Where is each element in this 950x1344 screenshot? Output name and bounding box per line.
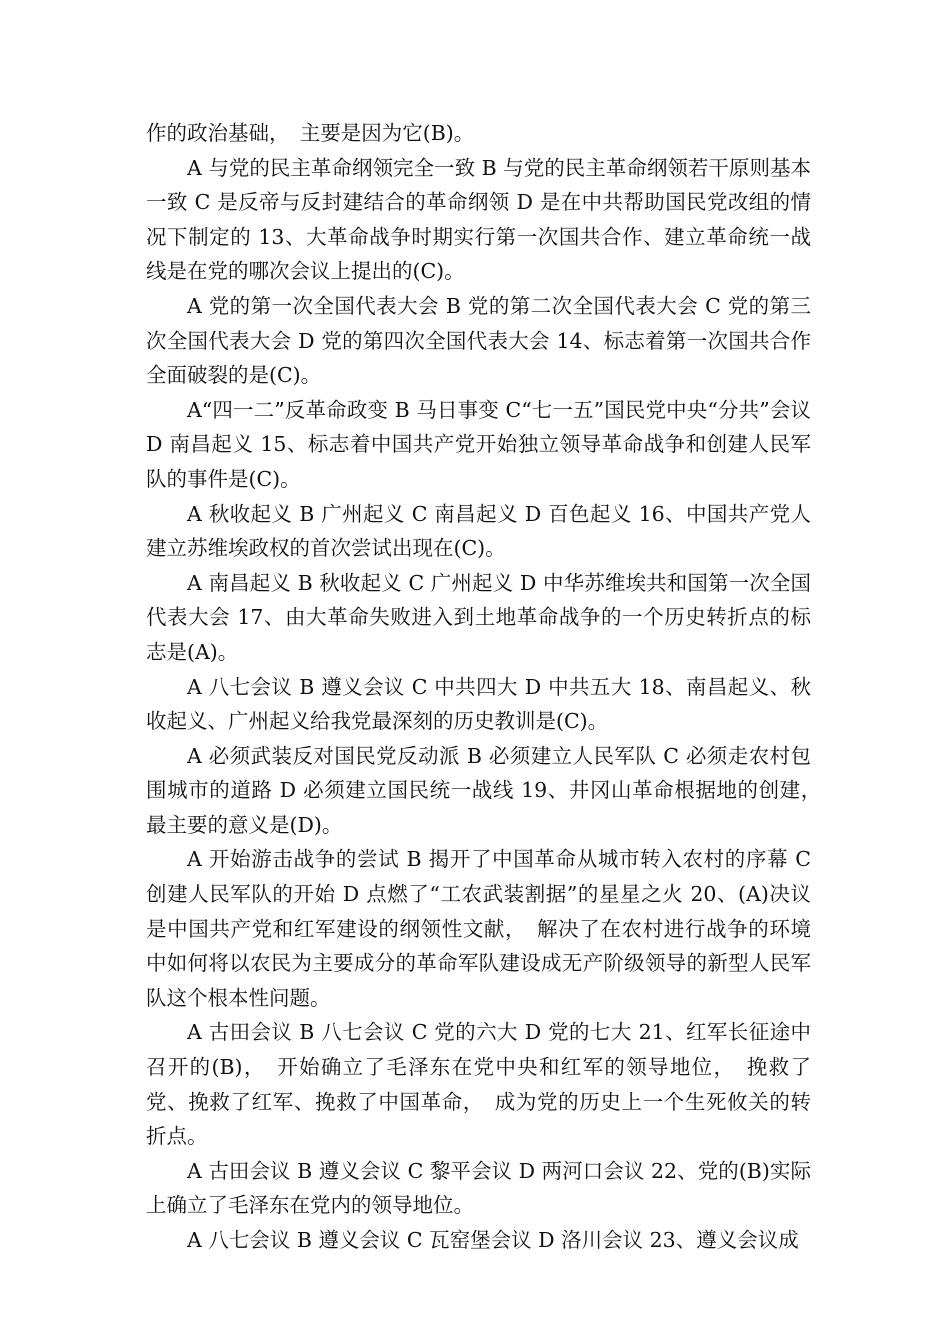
paragraph-9: A 开始游击战争的尝试 B 揭开了中国革命从城市转入农村的序幕 C 创建人民军队的开始 D 点燃了“工农武装割据”的星星之火 20、(A)决议是中国共产党和红军建设的纲领性文献， 解决了在农村进行战争的环境中如何将以农民为主要成分的革命军队建设成无产阶级领导的新型人民军队这个根本性问题。 (146, 847, 811, 1010)
paragraph-10: A 古田会议 B 八七会议 C 党的六大 D 党的七大 21、红军长征途中召开的(B)， 开始确立了毛泽东在党中央和红军的领导地位， 挽救了党、挽救了红军、挽救了中国革命， 成为党的历史上一个生死攸关的转折点。 (146, 1020, 811, 1149)
document-body (146, 116, 832, 1258)
paragraph-7: A 八七会议 B 遵义会议 C 中共四大 D 中共五大 18、南昌起义、秋收起义、广州起义给我党最深刻的历史教训是(C)。 (146, 674, 811, 734)
paragraph-3: A 党的第一次全国代表大会 B 党的第二次全国代表大会 C 党的第三次全国代表大会 D 党的第四次全国代表大会 14、标志着第一次国共合作全面破裂的是(C)。 (146, 293, 811, 388)
paragraph-11: A 古田会议 B 遵义会议 C 黎平会议 D 两河口会议 22、党的(B)实际上确立了毛泽东在党内的领导地位。 (146, 1158, 811, 1218)
paragraph-6: A 南昌起义 B 秋收起义 C 广州起义 D 中华苏维埃共和国第一次全国代表大会 17、由大革命失败进入到土地革命战争的一个历史转折点的标志是(A)。 (146, 570, 811, 664)
paragraph-5: A 秋收起义 B 广州起义 C 南昌起义 D 百色起义 16、中国共产党人建立苏维埃政权的首次尝试出现在(C)。 (146, 501, 811, 561)
paragraph-4: A“四一二”反革命政变 B 马日事变 C“七一五”国民党中央“分共”会议 D 南昌起义 15、标志着中国共产党开始独立领导革命战争和创建人民军队的事件是(C)。 (146, 397, 811, 491)
paragraph-2: A 与党的民主革命纲领完全一致 B 与党的民主革命纲领若干原则基本一致 C 是反帝与反封建结合的革命纲领 D 是在中共帮助国民党改组的情况下制定的 13、大革命战争时期实行第一次国共合作、建立革命统一战线是在党的哪次会议上提出的(C)。 (146, 155, 811, 284)
paragraph-12: A 八七会议 B 遵义会议 C 瓦窑堡会议 D 洛川会议 23、遵义会议成 (187, 1228, 799, 1252)
paragraph-8: A 必须武装反对国民党反动派 B 必须建立人民军队 C 必须走农村包围城市的道路 D 必须建立国民统一战线 19、井冈山革命根据地的创建， 最主要的意义是(D)。 (146, 743, 832, 837)
paragraph-1: 作的政治基础， 主要是因为它(B)。 (146, 121, 475, 145)
